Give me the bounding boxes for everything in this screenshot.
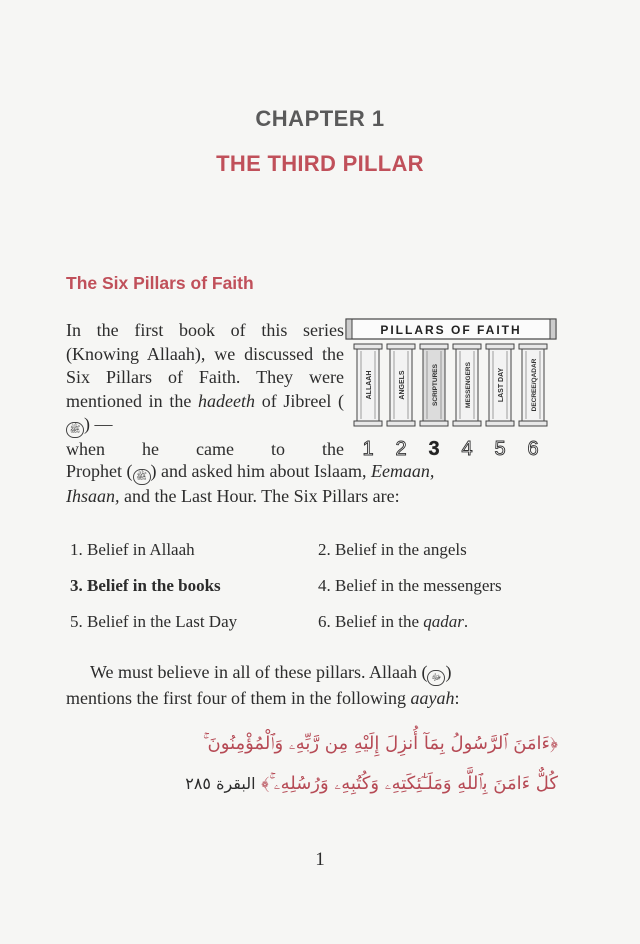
banner-left-end: [346, 319, 352, 339]
pillar-number: 3: [428, 438, 440, 460]
pillar-label: ALLAAH: [366, 370, 373, 400]
list-item: 2. Belief in the angels: [318, 540, 467, 559]
para-text: We must believe in all of these pillars. Allaah (: [90, 662, 428, 682]
intro-line: the: [169, 390, 199, 411]
six-pillars-list: [70, 540, 570, 648]
section-heading: The Six Pillars of Faith: [66, 273, 254, 293]
para-line: [66, 686, 560, 710]
chapter-label: CHAPTER 1: [255, 106, 385, 131]
intro-tail-post: and the Last Hour. The Six Pillars are:: [119, 486, 400, 506]
intro-line: ) —: [84, 414, 113, 434]
quran-verse: [100, 724, 558, 804]
intro-line: when he came to the: [66, 439, 344, 459]
pillar-number: 2: [395, 438, 407, 460]
banner-right-end: [550, 319, 556, 339]
list-item: 1. Belief in Allaah: [70, 540, 195, 559]
list-item-qadar: qadar: [423, 612, 464, 631]
intro-line: Faith. They were mentioned in: [66, 367, 344, 411]
verse-line-2: [100, 764, 558, 804]
pillar-column: [486, 344, 514, 426]
pillar-column: [519, 344, 547, 426]
pillar-number: 5: [494, 438, 506, 460]
glorification-icon: ﷻ: [427, 670, 445, 686]
salutation-icon: ﷺ: [133, 469, 151, 485]
verse-text: كُلٌّ ءَامَنَ بِٱللَّهِ وَمَلَـٰٓئِكَتِهِۦ وَكُتُبِهِۦ وَرُسُلِهِۦ ۚ﴾: [261, 773, 558, 794]
list-item-text: .: [463, 612, 469, 631]
pillars-of-faith-illustration: [345, 318, 557, 462]
intro-tail-mid: ) and asked him about Islaam,: [150, 461, 371, 481]
pillars-banner: PILLARS OF FAITH: [380, 323, 522, 337]
para-aayah: aayah: [410, 688, 455, 708]
intro-hadeeth: hadeeth: [198, 390, 256, 411]
chapter-title: THE THIRD PILLAR: [216, 151, 424, 176]
intro-paragraph: [66, 319, 344, 462]
pillar-number: 6: [527, 438, 539, 460]
pillar-label: SCRIPTURES: [432, 364, 439, 406]
pillar-label: DECREE/QADAR: [531, 358, 538, 412]
list-row: [70, 576, 570, 612]
verse-reference: البقرة ٢٨٥: [185, 774, 256, 793]
salutation-icon: ﷺ: [66, 422, 84, 438]
pillar-numbers: [362, 438, 538, 460]
para-text: ): [445, 662, 452, 682]
page-number: 1: [315, 849, 325, 870]
para-line: [66, 660, 560, 686]
pillar-label: LAST DAY: [498, 367, 505, 403]
intro-line: (Knowing Allaah), we: [66, 343, 236, 364]
pillar-number: 4: [461, 438, 473, 460]
list-row: [70, 612, 570, 648]
list-item: [318, 612, 566, 648]
para-text: mentions the first four of them in the following: [66, 688, 411, 708]
intro-paragraph-tail: [66, 460, 566, 509]
pillar-column: [354, 344, 382, 426]
list-row: [70, 540, 570, 576]
list-item-highlighted: 3. Belief in the books: [70, 576, 221, 595]
pillar-column: [387, 344, 415, 426]
pillar-column: [453, 344, 481, 426]
intro-line: of Jibreel (: [255, 390, 345, 411]
pillar-number: 1: [362, 438, 374, 460]
list-item-text: 6. Belief in the: [318, 612, 424, 631]
intro-line: discussed the Six Pillars of: [66, 343, 345, 387]
aayah-intro-paragraph: [66, 660, 560, 710]
para-text: :: [454, 688, 460, 708]
intro-tail-ihsaan: Ihsaan,: [66, 486, 120, 506]
pillar-column: [420, 344, 448, 426]
intro-line: In the first book of this series: [66, 320, 344, 340]
intro-tail-pre: Prophet (: [66, 461, 133, 481]
pillar-label: MESSENGERS: [465, 362, 472, 408]
list-item: 5. Belief in the Last Day: [70, 612, 238, 631]
verse-line-1: ﴿ءَامَنَ ٱلرَّسُولُ بِمَآ أُنزِلَ إِلَيْهِ مِن رَّبِّهِۦ وَٱلْمُؤْمِنُونَ ۚ: [203, 733, 558, 754]
list-item: 4. Belief in the messengers: [318, 576, 502, 595]
pillar-columns: [354, 344, 547, 426]
pillar-label: ANGELS: [399, 370, 406, 400]
intro-tail-eemaan: Eemaan,: [370, 461, 435, 481]
